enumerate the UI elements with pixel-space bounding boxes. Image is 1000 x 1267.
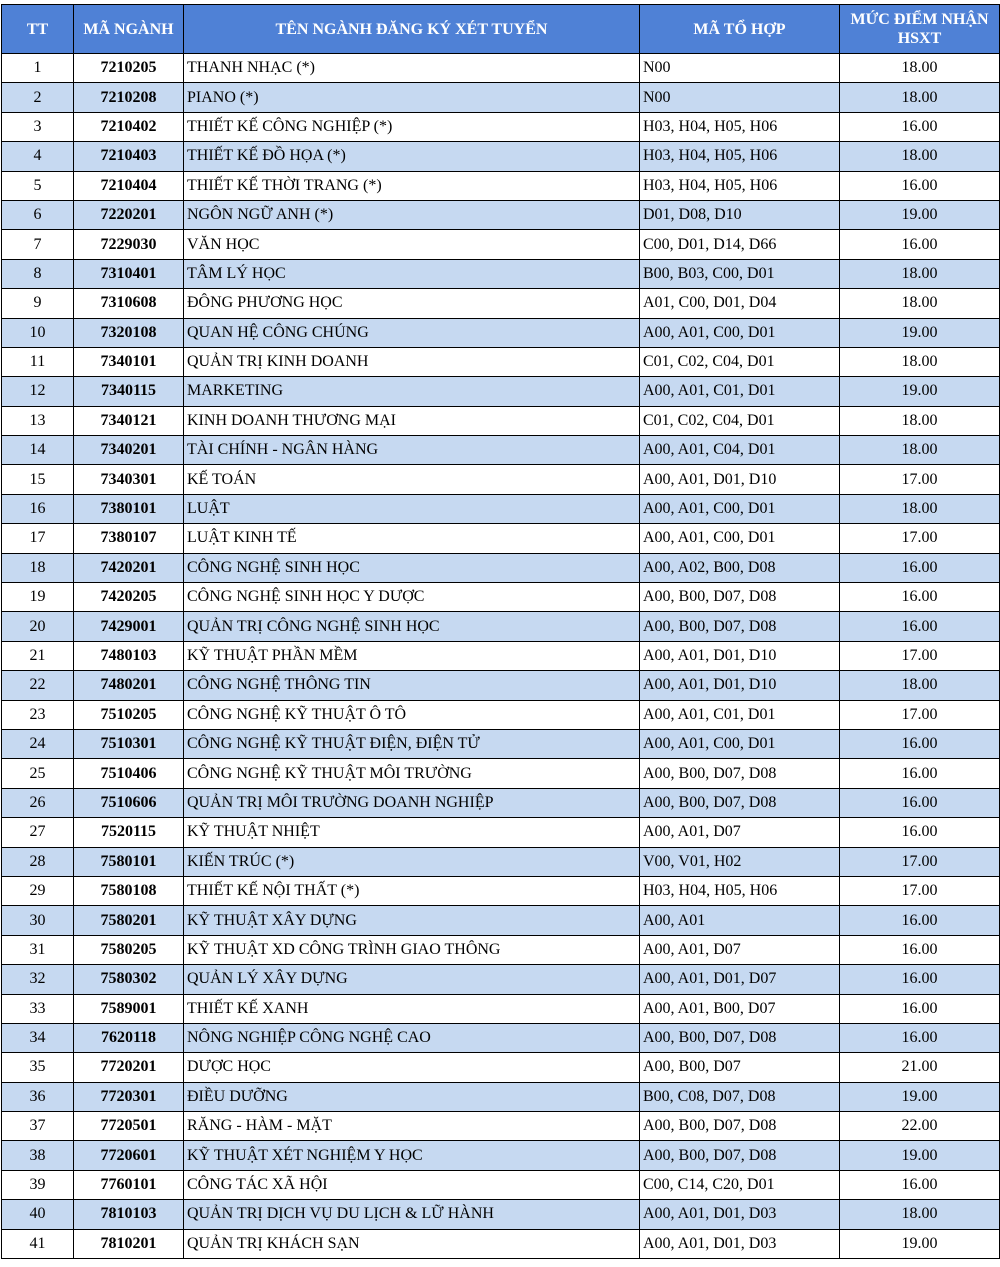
cell-ma-nganh: 7580205 (74, 935, 184, 964)
cell-tt: 33 (2, 994, 74, 1023)
cell-muc-diem: 17.00 (840, 641, 1000, 670)
cell-ten-nganh: THIẾT KẾ XANH (184, 994, 640, 1023)
cell-ma-to-hop: H03, H04, H05, H06 (640, 876, 840, 905)
cell-tt: 38 (2, 1141, 74, 1170)
cell-tt: 39 (2, 1170, 74, 1199)
cell-tt: 31 (2, 935, 74, 964)
table-row (2, 935, 1000, 964)
cell-ma-to-hop: B00, B03, C00, D01 (640, 259, 840, 288)
cell-tt: 4 (2, 142, 74, 171)
cell-muc-diem: 19.00 (840, 200, 1000, 229)
table-row (2, 671, 1000, 700)
cell-ma-nganh: 7580101 (74, 847, 184, 876)
cell-ma-nganh: 7310401 (74, 259, 184, 288)
cell-muc-diem: 18.00 (840, 436, 1000, 465)
cell-tt: 17 (2, 524, 74, 553)
cell-muc-diem: 16.00 (840, 553, 1000, 582)
cell-ten-nganh: QUẢN TRỊ CÔNG NGHỆ SINH HỌC (184, 612, 640, 641)
cell-ma-to-hop: A00, A01, C01, D01 (640, 700, 840, 729)
cell-muc-diem: 18.00 (840, 142, 1000, 171)
cell-ten-nganh: KỸ THUẬT XÂY DỰNG (184, 906, 640, 935)
table-row (2, 200, 1000, 229)
table-row (2, 965, 1000, 994)
cell-ten-nganh: PIANO (*) (184, 83, 640, 112)
cell-ten-nganh: VĂN HỌC (184, 230, 640, 259)
cell-ten-nganh: CÔNG NGHỆ THÔNG TIN (184, 671, 640, 700)
table-row (2, 1053, 1000, 1082)
cell-muc-diem: 16.00 (840, 230, 1000, 259)
cell-ten-nganh: QUẢN TRỊ KHÁCH SẠN (184, 1229, 640, 1258)
cell-ten-nganh: ĐIỀU DƯỠNG (184, 1082, 640, 1111)
cell-ten-nganh: CÔNG NGHỆ KỸ THUẬT MÔI TRƯỜNG (184, 759, 640, 788)
cell-tt: 27 (2, 818, 74, 847)
cell-ten-nganh: RĂNG - HÀM - MẶT (184, 1112, 640, 1141)
cell-ten-nganh: LUẬT KINH TẾ (184, 524, 640, 553)
cell-tt: 6 (2, 200, 74, 229)
cell-muc-diem: 16.00 (840, 818, 1000, 847)
cell-ma-to-hop: C00, D01, D14, D66 (640, 230, 840, 259)
table-row (2, 700, 1000, 729)
cell-ma-to-hop: C01, C02, C04, D01 (640, 406, 840, 435)
cell-ma-to-hop: A00, B00, D07, D08 (640, 788, 840, 817)
header-ten-nganh: TÊN NGÀNH ĐĂNG KÝ XÉT TUYỂN (184, 5, 640, 54)
cell-muc-diem: 16.00 (840, 1170, 1000, 1199)
cell-ma-to-hop: D01, D08, D10 (640, 200, 840, 229)
cell-muc-diem: 21.00 (840, 1053, 1000, 1082)
cell-muc-diem: 18.00 (840, 54, 1000, 83)
cell-ten-nganh: QUẢN TRỊ MÔI TRƯỜNG DOANH NGHIỆP (184, 788, 640, 817)
cell-ten-nganh: KỸ THUẬT XÉT NGHIỆM Y HỌC (184, 1141, 640, 1170)
cell-ma-to-hop: A00, A01, D01, D07 (640, 965, 840, 994)
cell-tt: 14 (2, 436, 74, 465)
table-row (2, 289, 1000, 318)
cell-ten-nganh: CÔNG NGHỆ SINH HỌC (184, 553, 640, 582)
table-row (2, 465, 1000, 494)
cell-ma-nganh: 7340115 (74, 377, 184, 406)
cell-muc-diem: 18.00 (840, 671, 1000, 700)
cell-tt: 13 (2, 406, 74, 435)
table-row (2, 612, 1000, 641)
table-row (2, 436, 1000, 465)
cell-ten-nganh: QUAN HỆ CÔNG CHÚNG (184, 318, 640, 347)
cell-ma-to-hop: A00, A01, D01, D10 (640, 465, 840, 494)
cell-muc-diem: 16.00 (840, 112, 1000, 141)
cell-ten-nganh: NGÔN NGỮ ANH (*) (184, 200, 640, 229)
cell-muc-diem: 16.00 (840, 935, 1000, 964)
cell-tt: 23 (2, 700, 74, 729)
cell-muc-diem: 17.00 (840, 524, 1000, 553)
cell-ten-nganh: QUẢN LÝ XÂY DỰNG (184, 965, 640, 994)
cell-muc-diem: 18.00 (840, 1200, 1000, 1229)
cell-ten-nganh: THIẾT KẾ THỜI TRANG (*) (184, 171, 640, 200)
cell-tt: 18 (2, 553, 74, 582)
cell-muc-diem: 16.00 (840, 729, 1000, 758)
cell-ma-nganh: 7310608 (74, 289, 184, 318)
cell-tt: 32 (2, 965, 74, 994)
table-row (2, 1023, 1000, 1052)
cell-muc-diem: 18.00 (840, 406, 1000, 435)
table-row (2, 230, 1000, 259)
cell-tt: 22 (2, 671, 74, 700)
table-row (2, 729, 1000, 758)
cell-ma-to-hop: A00, A01, D01, D03 (640, 1229, 840, 1258)
cell-ma-to-hop: H03, H04, H05, H06 (640, 142, 840, 171)
cell-ten-nganh: NÔNG NGHIỆP CÔNG NGHỆ CAO (184, 1023, 640, 1052)
cell-muc-diem: 22.00 (840, 1112, 1000, 1141)
cell-ten-nganh: CÔNG NGHỆ SINH HỌC Y DƯỢC (184, 583, 640, 612)
cell-ten-nganh: DƯỢC HỌC (184, 1053, 640, 1082)
cell-ma-nganh: 7340121 (74, 406, 184, 435)
cell-ma-to-hop: A00, B00, D07, D08 (640, 759, 840, 788)
table-row (2, 494, 1000, 523)
table-row (2, 54, 1000, 83)
cell-ma-nganh: 7580201 (74, 906, 184, 935)
cell-tt: 1 (2, 54, 74, 83)
cell-ma-nganh: 7320108 (74, 318, 184, 347)
cell-ma-to-hop: A00, A01 (640, 906, 840, 935)
header-tt: TT (2, 5, 74, 54)
cell-tt: 11 (2, 347, 74, 376)
cell-muc-diem: 16.00 (840, 171, 1000, 200)
table-row (2, 524, 1000, 553)
cell-ma-to-hop: N00 (640, 83, 840, 112)
cell-tt: 41 (2, 1229, 74, 1258)
cell-ma-to-hop: A00, A01, C00, D01 (640, 729, 840, 758)
table-row (2, 876, 1000, 905)
cell-tt: 8 (2, 259, 74, 288)
cell-muc-diem: 18.00 (840, 259, 1000, 288)
cell-ma-nganh: 7229030 (74, 230, 184, 259)
cell-ma-nganh: 7380107 (74, 524, 184, 553)
cell-ma-to-hop: A00, A01, D01, D10 (640, 641, 840, 670)
table-body (2, 54, 1000, 1259)
cell-ma-to-hop: H03, H04, H05, H06 (640, 112, 840, 141)
table-row (2, 906, 1000, 935)
cell-ten-nganh: KỸ THUẬT XD CÔNG TRÌNH GIAO THÔNG (184, 935, 640, 964)
cell-ma-to-hop: A00, A01, D01, D10 (640, 671, 840, 700)
table-row (2, 112, 1000, 141)
cell-ma-nganh: 7210403 (74, 142, 184, 171)
cell-ma-to-hop: A00, A02, B00, D08 (640, 553, 840, 582)
cell-muc-diem: 16.00 (840, 965, 1000, 994)
cell-muc-diem: 18.00 (840, 289, 1000, 318)
cell-tt: 40 (2, 1200, 74, 1229)
cell-ten-nganh: KỸ THUẬT NHIỆT (184, 818, 640, 847)
cell-ten-nganh: TÂM LÝ HỌC (184, 259, 640, 288)
cell-ma-to-hop: V00, V01, H02 (640, 847, 840, 876)
cell-ten-nganh: THIẾT KẾ CÔNG NGHIỆP (*) (184, 112, 640, 141)
cell-ma-to-hop: A00, A01, C00, D01 (640, 494, 840, 523)
cell-muc-diem: 19.00 (840, 377, 1000, 406)
table-row (2, 171, 1000, 200)
cell-ten-nganh: THIẾT KẾ ĐỒ HỌA (*) (184, 142, 640, 171)
cell-ma-nganh: 7429001 (74, 612, 184, 641)
table-row (2, 1170, 1000, 1199)
cell-muc-diem: 16.00 (840, 612, 1000, 641)
cell-ma-to-hop: A00, B00, D07, D08 (640, 612, 840, 641)
cell-tt: 20 (2, 612, 74, 641)
cell-tt: 10 (2, 318, 74, 347)
cell-tt: 29 (2, 876, 74, 905)
cell-ten-nganh: THIẾT KẾ NỘI THẤT (*) (184, 876, 640, 905)
cell-ma-to-hop: N00 (640, 54, 840, 83)
cell-ma-nganh: 7620118 (74, 1023, 184, 1052)
cell-ma-to-hop: A00, B00, D07, D08 (640, 1023, 840, 1052)
cell-ma-nganh: 7810103 (74, 1200, 184, 1229)
cell-muc-diem: 18.00 (840, 494, 1000, 523)
cell-ma-nganh: 7380101 (74, 494, 184, 523)
cell-muc-diem: 19.00 (840, 318, 1000, 347)
table-row (2, 759, 1000, 788)
cell-ma-to-hop: A00, A01, C00, D01 (640, 318, 840, 347)
cell-tt: 35 (2, 1053, 74, 1082)
cell-muc-diem: 19.00 (840, 1141, 1000, 1170)
admission-table (1, 4, 1000, 1259)
table-row (2, 406, 1000, 435)
cell-ma-nganh: 7340201 (74, 436, 184, 465)
table-row (2, 994, 1000, 1023)
cell-muc-diem: 19.00 (840, 1082, 1000, 1111)
cell-tt: 37 (2, 1112, 74, 1141)
cell-muc-diem: 18.00 (840, 347, 1000, 376)
cell-ma-nganh: 7210404 (74, 171, 184, 200)
cell-ma-to-hop: A00, B00, D07 (640, 1053, 840, 1082)
table-row (2, 83, 1000, 112)
cell-ten-nganh: TÀI CHÍNH - NGÂN HÀNG (184, 436, 640, 465)
table-row (2, 1141, 1000, 1170)
cell-tt: 26 (2, 788, 74, 817)
table-row (2, 847, 1000, 876)
table-row (2, 1200, 1000, 1229)
cell-ma-nganh: 7720601 (74, 1141, 184, 1170)
cell-ma-nganh: 7340101 (74, 347, 184, 376)
cell-muc-diem: 17.00 (840, 465, 1000, 494)
header-ma-nganh: MÃ NGÀNH (74, 5, 184, 54)
header-row (2, 5, 1000, 54)
table-row (2, 641, 1000, 670)
cell-ten-nganh: QUẢN TRỊ DỊCH VỤ DU LỊCH & LỮ HÀNH (184, 1200, 640, 1229)
cell-tt: 25 (2, 759, 74, 788)
cell-tt: 16 (2, 494, 74, 523)
cell-ma-to-hop: C01, C02, C04, D01 (640, 347, 840, 376)
table-row (2, 788, 1000, 817)
cell-muc-diem: 16.00 (840, 994, 1000, 1023)
cell-ma-to-hop: B00, C08, D07, D08 (640, 1082, 840, 1111)
cell-ma-nganh: 7510606 (74, 788, 184, 817)
cell-ma-nganh: 7210205 (74, 54, 184, 83)
cell-ma-nganh: 7510406 (74, 759, 184, 788)
cell-ten-nganh: KỸ THUẬT PHẦN MỀM (184, 641, 640, 670)
cell-tt: 34 (2, 1023, 74, 1052)
cell-ma-nganh: 7720301 (74, 1082, 184, 1111)
cell-ma-nganh: 7420205 (74, 583, 184, 612)
cell-ma-nganh: 7760101 (74, 1170, 184, 1199)
cell-ma-nganh: 7580108 (74, 876, 184, 905)
cell-ten-nganh: CÔNG TÁC XÃ HỘI (184, 1170, 640, 1199)
cell-ten-nganh: ĐÔNG PHƯƠNG HỌC (184, 289, 640, 318)
cell-ten-nganh: MARKETING (184, 377, 640, 406)
cell-ten-nganh: CÔNG NGHỆ KỸ THUẬT Ô TÔ (184, 700, 640, 729)
table-row (2, 142, 1000, 171)
cell-ma-nganh: 7720501 (74, 1112, 184, 1141)
cell-tt: 5 (2, 171, 74, 200)
cell-ma-to-hop: A00, A01, B00, D07 (640, 994, 840, 1023)
cell-ma-to-hop: C00, C14, C20, D01 (640, 1170, 840, 1199)
cell-muc-diem: 16.00 (840, 788, 1000, 817)
cell-ma-to-hop: A00, B00, D07, D08 (640, 1112, 840, 1141)
cell-muc-diem: 17.00 (840, 876, 1000, 905)
cell-ma-nganh: 7420201 (74, 553, 184, 582)
cell-ma-nganh: 7580302 (74, 965, 184, 994)
table-row (2, 1112, 1000, 1141)
cell-ma-nganh: 7510205 (74, 700, 184, 729)
cell-ma-to-hop: A00, A01, C01, D01 (640, 377, 840, 406)
cell-ma-nganh: 7210402 (74, 112, 184, 141)
cell-muc-diem: 17.00 (840, 700, 1000, 729)
cell-muc-diem: 17.00 (840, 847, 1000, 876)
header-muc-diem: MỨC ĐIỂM NHẬN HSXT (840, 5, 1000, 54)
cell-muc-diem: 19.00 (840, 1229, 1000, 1258)
table-row (2, 377, 1000, 406)
table-row (2, 318, 1000, 347)
cell-ma-nganh: 7520115 (74, 818, 184, 847)
table-row (2, 1082, 1000, 1111)
cell-muc-diem: 16.00 (840, 1023, 1000, 1052)
table-header (2, 5, 1000, 54)
cell-ma-to-hop: A00, B00, D07, D08 (640, 1141, 840, 1170)
cell-ten-nganh: KIẾN TRÚC (*) (184, 847, 640, 876)
cell-tt: 30 (2, 906, 74, 935)
table-row (2, 583, 1000, 612)
cell-ma-nganh: 7340301 (74, 465, 184, 494)
cell-tt: 36 (2, 1082, 74, 1111)
table-row (2, 347, 1000, 376)
cell-ten-nganh: THANH NHẠC (*) (184, 54, 640, 83)
cell-tt: 28 (2, 847, 74, 876)
cell-ma-to-hop: H03, H04, H05, H06 (640, 171, 840, 200)
cell-ten-nganh: KẾ TOÁN (184, 465, 640, 494)
table-row (2, 1229, 1000, 1258)
cell-tt: 7 (2, 230, 74, 259)
cell-tt: 2 (2, 83, 74, 112)
cell-tt: 9 (2, 289, 74, 318)
cell-ma-to-hop: A00, A01, C04, D01 (640, 436, 840, 465)
cell-muc-diem: 18.00 (840, 83, 1000, 112)
cell-tt: 21 (2, 641, 74, 670)
cell-tt: 24 (2, 729, 74, 758)
cell-ten-nganh: QUẢN TRỊ KINH DOANH (184, 347, 640, 376)
cell-ten-nganh: CÔNG NGHỆ KỸ THUẬT ĐIỆN, ĐIỆN TỬ (184, 729, 640, 758)
cell-ma-nganh: 7210208 (74, 83, 184, 112)
cell-tt: 19 (2, 583, 74, 612)
cell-ma-to-hop: A00, A01, D07 (640, 818, 840, 847)
cell-ma-to-hop: A00, A01, D01, D03 (640, 1200, 840, 1229)
cell-tt: 3 (2, 112, 74, 141)
cell-ma-nganh: 7589001 (74, 994, 184, 1023)
table-row (2, 553, 1000, 582)
cell-muc-diem: 16.00 (840, 583, 1000, 612)
cell-tt: 15 (2, 465, 74, 494)
cell-ten-nganh: LUẬT (184, 494, 640, 523)
table-row (2, 259, 1000, 288)
cell-ma-to-hop: A00, B00, D07, D08 (640, 583, 840, 612)
cell-ten-nganh: KINH DOANH THƯƠNG MẠI (184, 406, 640, 435)
cell-ma-nganh: 7480103 (74, 641, 184, 670)
cell-tt: 12 (2, 377, 74, 406)
cell-ma-to-hop: A00, A01, D07 (640, 935, 840, 964)
cell-ma-nganh: 7220201 (74, 200, 184, 229)
cell-ma-nganh: 7510301 (74, 729, 184, 758)
cell-ma-nganh: 7480201 (74, 671, 184, 700)
header-ma-to-hop: MÃ TỔ HỢP (640, 5, 840, 54)
cell-muc-diem: 16.00 (840, 759, 1000, 788)
cell-muc-diem: 16.00 (840, 906, 1000, 935)
cell-ma-to-hop: A01, C00, D01, D04 (640, 289, 840, 318)
cell-ma-nganh: 7810201 (74, 1229, 184, 1258)
table-row (2, 818, 1000, 847)
cell-ma-to-hop: A00, A01, C00, D01 (640, 524, 840, 553)
cell-ma-nganh: 7720201 (74, 1053, 184, 1082)
